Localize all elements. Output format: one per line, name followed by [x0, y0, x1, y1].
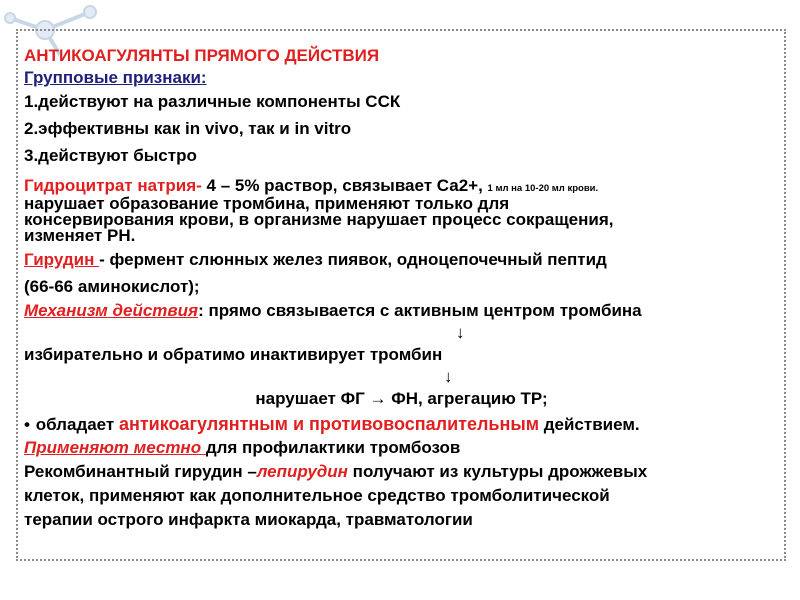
- hydrocitrate-line-1: [24, 176, 779, 194]
- apply-line: [24, 438, 779, 462]
- bullet: •: [24, 415, 30, 434]
- hydrocitrate-text: 4 – 5% раствор, связывает Са2+,: [201, 176, 488, 195]
- lepirudin-line-1: [24, 462, 779, 486]
- down-arrow: ↓: [456, 323, 465, 342]
- feature-item: 3.действуют быстро: [24, 146, 197, 165]
- hydrocitrate-line-3: консервирования крови, в организме нарушает процесс сокращения,: [24, 210, 614, 229]
- hydrocitrate-line-2: нарушает образование тромбина, применяют только для: [24, 194, 510, 213]
- feature-item: 1.действуют на различные компоненты ССК: [24, 92, 401, 111]
- mechanism-step-2: избирательно и обратимо инактивирует тромбин: [24, 345, 443, 364]
- slide-content: [24, 36, 779, 534]
- lepirudin-name: лепирудин: [256, 462, 348, 481]
- slide-title: АНТИКОАГУЛЯНТЫ ПРЯМОГО ДЕЙСТВИЯ: [24, 46, 380, 65]
- apply-text: для профилактики тромбозов: [205, 438, 461, 457]
- mechanism-line: [24, 301, 779, 323]
- down-arrow: ↓: [444, 367, 453, 386]
- hydrocitrate-line-4: изменяет PH.: [24, 226, 136, 245]
- lepirudin-line-2: клеток, применяют как дополнительное средство тромболитической: [24, 486, 610, 505]
- effect-line: [24, 414, 779, 438]
- hirudin-name: Гирудин: [24, 250, 100, 269]
- group-features-label: Групповые признаки:: [24, 68, 207, 87]
- mechanism-step-3: нарушает ФГ → ФН, агрегацию ТР;: [255, 389, 548, 408]
- mechanism-text: : прямо связывается с активным центром тромбина: [198, 301, 642, 320]
- feature-item: 2.эффективны как in vivo, так и in vitro: [24, 119, 352, 138]
- hydrocitrate-dose: 1 мл на 10-20 мл крови.: [487, 183, 599, 194]
- effect-suffix: действием.: [539, 415, 640, 434]
- lepirudin-text: получают из культуры дрожжевых: [347, 462, 648, 481]
- effect-prefix: обладает: [31, 415, 119, 434]
- hirudin-description: - фермент слюнных желез пиявок, одноцепочечный пептид: [99, 250, 607, 269]
- hirudin-line-1: [24, 250, 779, 277]
- apply-label: Применяют местно: [24, 438, 206, 457]
- effect-highlight: антикоагулянтным и противовоспалительным: [118, 414, 540, 434]
- hirudin-line-2: (66-66 аминокислот);: [24, 277, 200, 296]
- lepirudin-prefix: Рекомбинантный гирудин –: [24, 462, 257, 481]
- hydrocitrate-name: Гидроцитрат натрия-: [24, 176, 202, 195]
- mechanism-label: Механизм действия: [24, 301, 199, 320]
- lepirudin-line-3: терапии острого инфаркта миокарда, травматологии: [24, 510, 473, 529]
